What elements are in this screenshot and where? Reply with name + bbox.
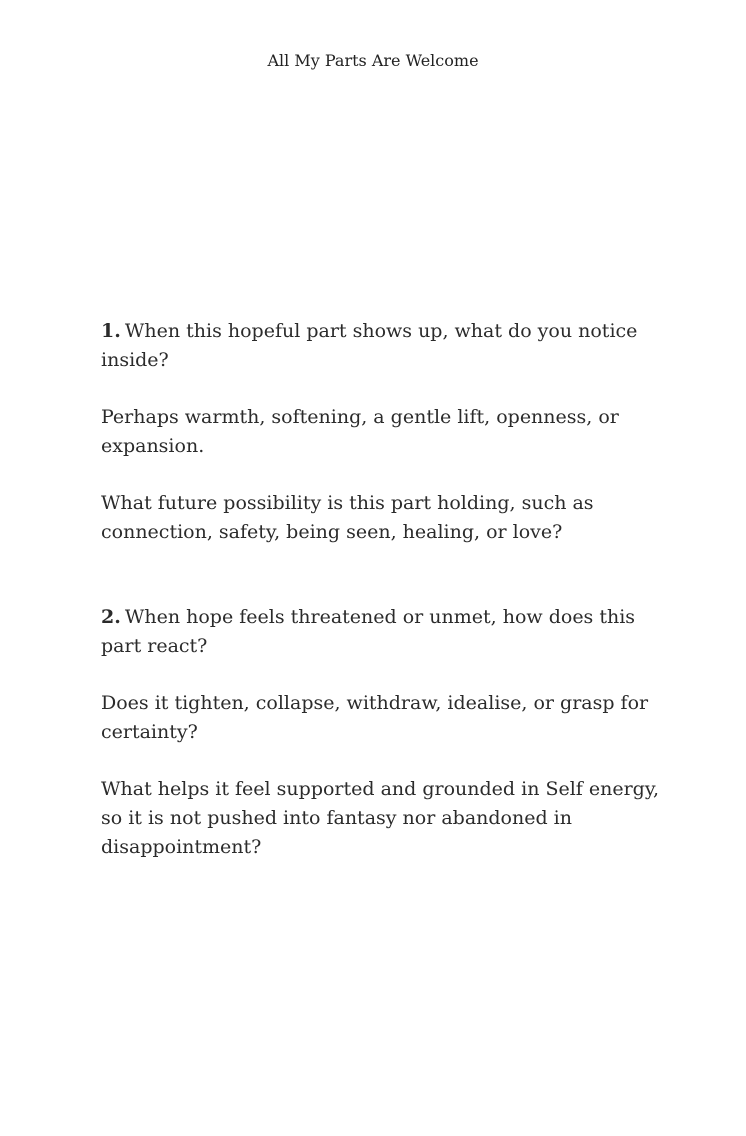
question-1-followup-1: Perhaps warmth, softening, a gentle lift, openness, or expansion. xyxy=(101,406,619,457)
question-2 xyxy=(101,603,661,661)
question-1-followup-2: What future possibility is this part holding, such as connection, safety, being seen, healing, or love? xyxy=(101,492,594,543)
running-header: All My Parts Are Welcome xyxy=(267,51,479,70)
question-list xyxy=(101,317,661,890)
question-number: 1. xyxy=(101,320,121,342)
question-prompt: When this hopeful part shows up, what do you notice inside? xyxy=(101,320,638,371)
question-2-followup-2: What helps it feel supported and grounded in Self energy, so it is not pushed into fantasy nor abandoned in disappointment? xyxy=(101,778,660,858)
question-prompt: When hope feels threatened or unmet, how does this part react? xyxy=(101,606,636,657)
question-2-followup-1: Does it tighten, collapse, withdraw, idealise, or grasp for certainty? xyxy=(101,692,649,743)
question-number: 2. xyxy=(101,606,121,628)
question-1 xyxy=(101,317,661,375)
